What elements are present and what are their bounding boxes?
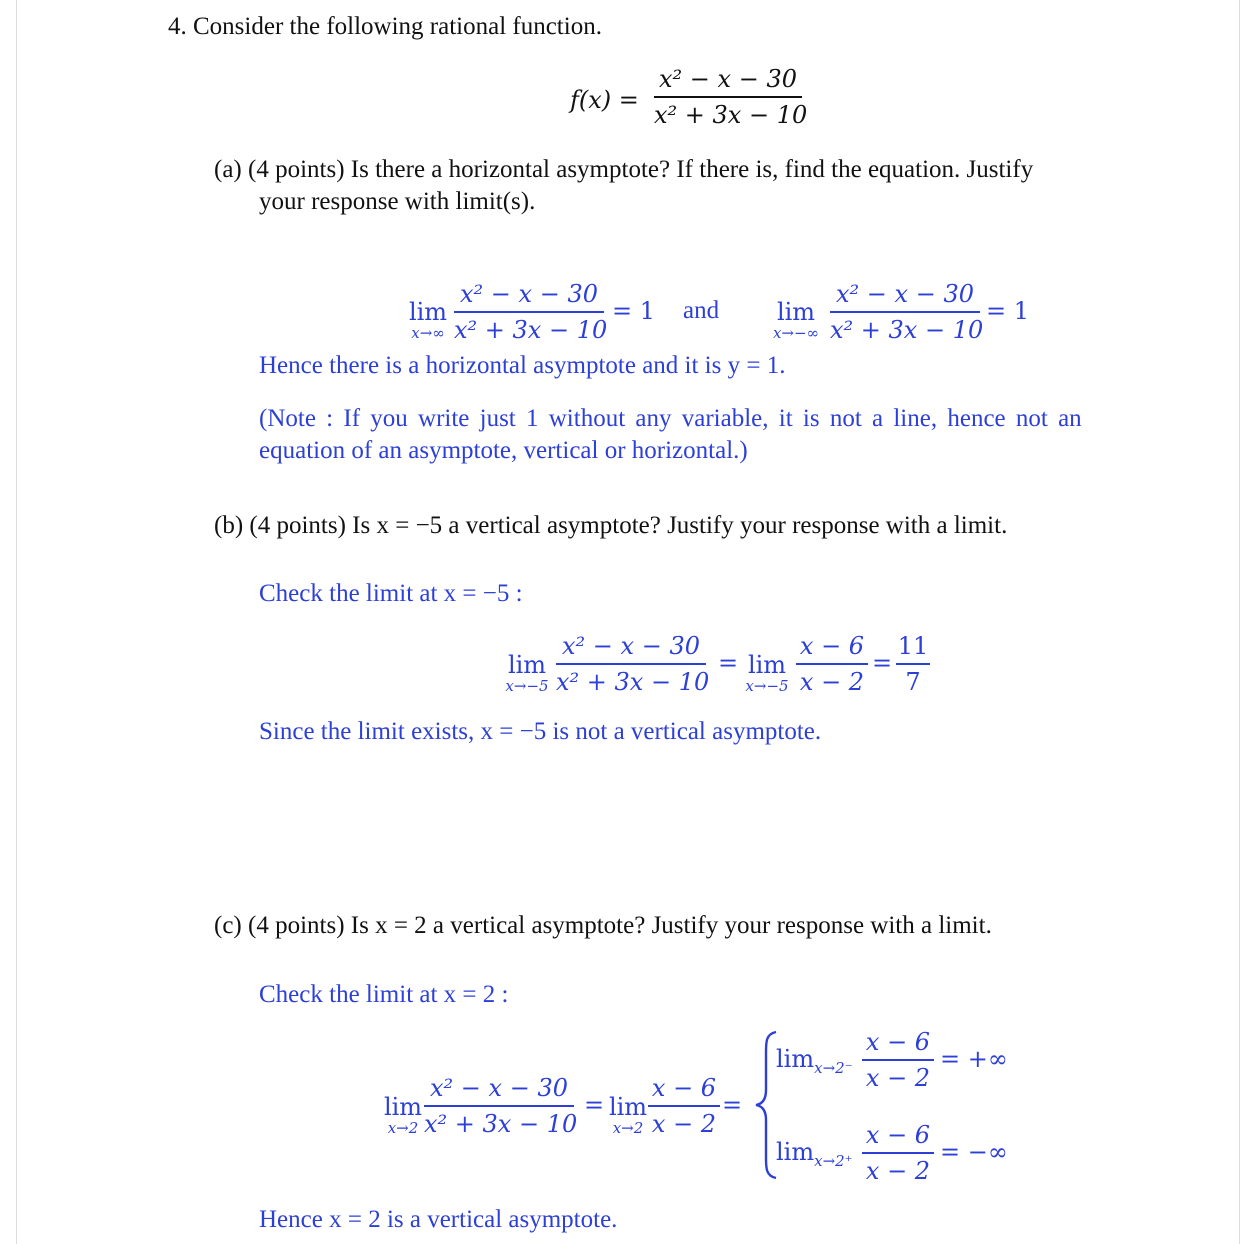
part-b-limit-operator [496, 652, 558, 694]
lim-subscript: x→∞ [411, 324, 445, 342]
lim-word: lim [608, 1093, 648, 1121]
function-fraction [654, 64, 808, 130]
case1-lim-word: lim [776, 1045, 815, 1073]
denominator: x − 2 [651, 1109, 717, 1138]
lim-subscript: x→2 [387, 1119, 419, 1137]
denominator: x² + 3x − 10 [454, 315, 608, 344]
fraction-bar [862, 1059, 934, 1061]
lim-word: lim [507, 651, 547, 679]
page-border-right [1239, 0, 1240, 1244]
numerator: x − 6 [799, 632, 865, 660]
part-a-note-line1: (Note : If you write just 1 without any variable, it is not a line, hence not an [259, 405, 1082, 432]
fraction-bar [556, 663, 706, 665]
part-a-limit1-operator [396, 299, 460, 341]
problem-heading: 4. Consider the following rational function. [168, 13, 602, 40]
part-c-conclusion: Hence x = 2 is a vertical asymptote. [259, 1206, 618, 1233]
part-a-limit2-fraction [830, 279, 984, 345]
case2-lim-subscript: x→2⁺ [814, 1152, 853, 1170]
fraction-bar [424, 1105, 574, 1107]
denominator: x − 2 [799, 667, 865, 696]
part-a-note-line2: equation of an asymptote, vertical or horizontal.) [259, 437, 748, 464]
part-b-check: Check the limit at x = −5 : [259, 580, 523, 607]
denominator: x² + 3x − 10 [424, 1109, 578, 1138]
part-b-equals1: = [718, 649, 739, 677]
case1-lim-subscript: x→2⁻ [814, 1059, 853, 1077]
part-a-question-line1: (a) (4 points) Is there a horizontal asymptote? If there is, find the equation. Justify [214, 156, 1034, 183]
numerator: 11 [897, 632, 929, 660]
function-numerator: x² − x − 30 [659, 65, 797, 93]
lim-subscript: x→−5 [505, 677, 549, 695]
denominator: x² + 3x − 10 [556, 667, 710, 696]
part-b-fraction1 [556, 631, 710, 697]
fraction-bar [796, 663, 868, 665]
fraction-bar [896, 663, 930, 665]
denominator: 7 [905, 667, 921, 696]
part-a-limit2-result: = 1 [986, 297, 1030, 325]
part-c-equals2: = [722, 1091, 743, 1119]
part-c-fraction1 [424, 1073, 578, 1139]
part-a-question-line2: your response with limit(s). [259, 188, 536, 215]
lim-subscript: x→−5 [745, 677, 789, 695]
part-b-question: (b) (4 points) Is x = −5 a vertical asymptote? Justify your response with a limit. [214, 512, 1008, 539]
fraction-bar [454, 311, 604, 313]
denominator: x − 2 [865, 1063, 931, 1092]
numerator: x − 6 [651, 1074, 717, 1102]
case1-result: = +∞ [940, 1045, 1008, 1073]
denominator: x − 2 [865, 1156, 931, 1185]
fraction-bar [648, 1105, 720, 1107]
lim-word: lim [776, 298, 816, 326]
case1-fraction [862, 1027, 934, 1093]
part-b-equals2: = [872, 649, 893, 677]
part-b-conclusion: Since the limit exists, x = −5 is not a vertical asymptote. [259, 718, 822, 745]
case2-lim [776, 1137, 853, 1176]
case2-lim-word: lim [776, 1138, 815, 1166]
part-c-equals1: = [584, 1091, 605, 1119]
lim-subscript: x→−∞ [772, 324, 820, 342]
part-c-fraction2 [648, 1073, 720, 1139]
numerator: x² − x − 30 [460, 280, 598, 308]
lim-word: lim [408, 298, 448, 326]
case2-fraction [862, 1120, 934, 1186]
part-a-limit1-fraction [454, 279, 608, 345]
numerator: x² − x − 30 [836, 280, 974, 308]
case1-lim [776, 1044, 853, 1083]
part-b-result-fraction [896, 631, 930, 697]
numerator: x − 6 [865, 1028, 931, 1056]
part-b-limit-operator2 [736, 652, 798, 694]
numerator: x² − x − 30 [562, 632, 700, 660]
part-a-conclusion: Hence there is a horizontal asymptote and it is y = 1. [259, 352, 786, 379]
numerator: x − 6 [865, 1121, 931, 1149]
part-b-fraction2 [796, 631, 868, 697]
part-c-limit-operator [380, 1094, 426, 1136]
denominator: x² + 3x − 10 [830, 315, 984, 344]
lim-word: lim [383, 1093, 423, 1121]
function-denominator: x² + 3x − 10 [654, 100, 808, 129]
part-c-check: Check the limit at x = 2 : [259, 981, 509, 1008]
part-a-limit1-result: = 1 [612, 297, 656, 325]
part-c-limit-operator2 [605, 1094, 651, 1136]
fraction-bar [830, 311, 980, 313]
part-a-and: and [683, 297, 720, 324]
part-c-question: (c) (4 points) Is x = 2 a vertical asymptote? Justify your response with a limit. [214, 912, 992, 939]
lim-word: lim [747, 651, 787, 679]
case2-result: = −∞ [940, 1138, 1008, 1166]
fraction-bar [654, 96, 802, 98]
function-lhs: f(x) = [570, 86, 639, 114]
part-a-limit2-operator [760, 299, 832, 341]
cases-brace-icon [754, 1030, 778, 1180]
numerator: x² − x − 30 [430, 1074, 568, 1102]
fraction-bar [862, 1152, 934, 1154]
page-border-left [16, 0, 17, 1244]
lim-subscript: x→2 [612, 1119, 644, 1137]
